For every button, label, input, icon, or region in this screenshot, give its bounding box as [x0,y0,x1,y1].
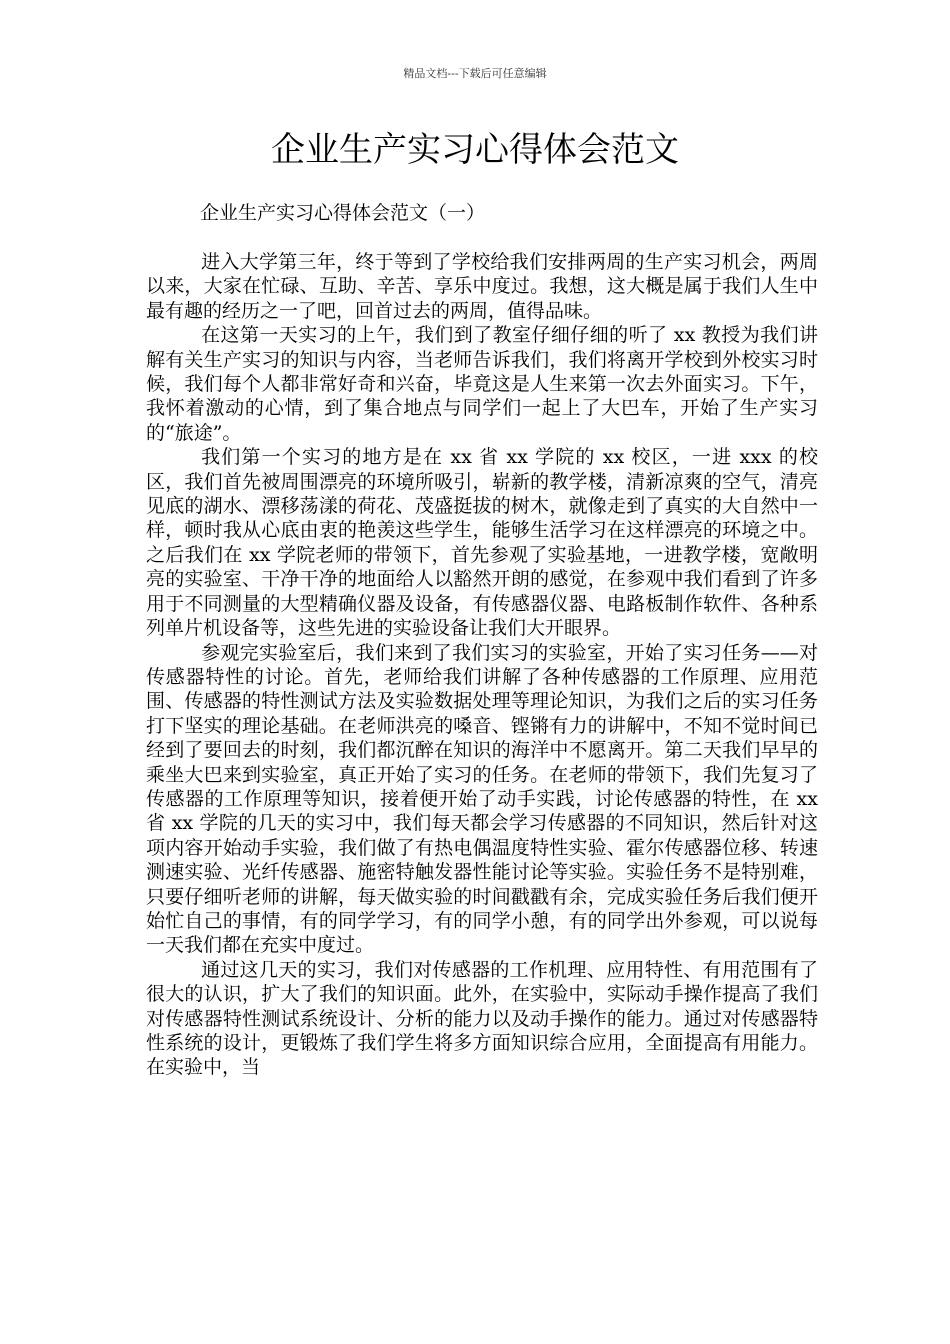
document-title: 企业生产实习心得体会范文 [271,130,679,170]
document-body [146,250,818,1080]
body-paragraph: 通过这几天的实习，我们对传感器的工作机理、应用特性、有用范围有了很大的认识，扩大了我们的知识面。此外，在实验中，实际动手操作提高了我们对传感器特性测试系统设计、分析的能力以及动手操作的能力。通过对传感器特性系统的设计，更锻炼了我们学生将多方面知识综合应用，全面提高有用能力。在实验中，当 [146,958,818,1079]
body-paragraph: 进入大学第三年，终于等到了学校给我们安排两周的生产实习机会，两周以来，大家在忙碌、互助、辛苦、享乐中度过。我想，这大概是属于我们人生中最有趣的经历之一了吧，回首过去的两周，值得品味。 [146,251,818,322]
body-paragraph: 在这第一天实习的上午，我们到了教室仔细仔细的听了 xx 教授为我们讲解有关生产实习的知识与内容，当老师告诉我们，我们将离开学校到外校实习时候，我们每个人都非常好奇和兴奋，毕竟这是人生来第一次去外面实习。下午，我怀着激动的心情，到了集合地点与同学们一起上了大巴车，开始了生产实习的“旅途”。 [146,324,818,444]
body-paragraph: 参观完实验室后，我们来到了我们实习的实验室，开始了实习任务——对传感器特性的讨论。首先，老师给我们讲解了各种传感器的工作原理、应用范围、传感器的特性测试方法及实验数据处理等理论知识，为我们之后的实习任务打下坚实的理论基础。在老师洪亮的嗓音、铿锵有力的讲解中，不知不觉时间已经到了要回去的时刻，我们都沉醉在知识的海洋中不愿离开。第二天我们早早的乘坐大巴来到实验室，真正开始了实习的任务。在老师的带领下，我们先复习了传感器的工作原理等知识，接着便开始了动手实践，讨论传感器的特性，在 xx 省 xx 学院的几天的实习中，我们每天都会学习传感器的不同知识，然后针对这项内容开始动手实验，我们做了有热电偶温度特性实验、霍尔传感器位移、转速测速实验、光纤传感器、施密特触发器性能讨论等实验。实验任务不是特别难，只要仔细听老师的讲解，每天做实验的时间戳戳有余，完成实验任务后我们便开始忙自己的事情，有的同学学习，有的同学小憩，有的同学出外参观，可以说每一天我们都在充实中度过。 [146,641,818,957]
document-subtitle: 企业生产实习心得体会范文（一） [200,202,486,224]
body-paragraph: 我们第一个实习的地方是在 xx 省 xx 学院的 xx 校区，一进 xxx 的校区，我们首先被周围漂亮的环境所吸引，崭新的教学楼，清新凉爽的空气，清亮见底的湖水、漂移荡漾的荷花、茂盛挺拔的树木，就像走到了真实的大自然中一样，顿时我从心底由衷的艳羡这些学生，能够生活学习在这样漂亮的环境之中。之后我们在 xx 学院老师的带领下，首先参观了实验基地，一进教学楼，宽敞明亮的实验室、干净干净的地面给人以豁然开朗的感觉，在参观中我们看到了许多用于不同测量的大型精确仪器及设备，有传感器仪器、电路板制作软件、各种系列单片机设备等，这些先进的实验设备让我们大开眼界。 [146,446,818,640]
page-header-note: 精品文档---下载后可任意编辑 [403,67,547,80]
